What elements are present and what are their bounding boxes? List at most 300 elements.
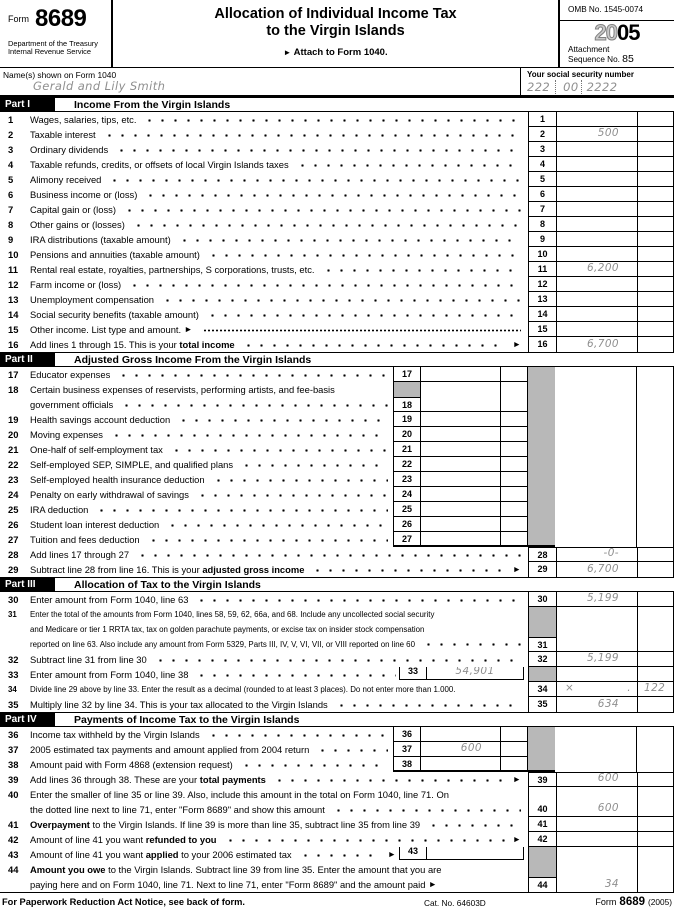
line-24-cents[interactable] <box>500 487 527 502</box>
line-38-box: 38 <box>393 757 420 772</box>
line-9-cents[interactable] <box>637 232 674 247</box>
line-39-cents[interactable] <box>637 772 674 787</box>
label-text: Enter amount from Form 1040, line 38 <box>30 669 189 680</box>
line-1-cents[interactable] <box>637 112 674 127</box>
label-line <box>0 757 391 772</box>
dotted-leaders <box>332 809 521 812</box>
line-38-amount[interactable] <box>420 757 500 772</box>
attach-instruction <box>113 47 558 58</box>
line-row-39 <box>0 772 674 787</box>
line-3-box: 3 <box>528 142 556 157</box>
line-row-41 <box>0 817 674 832</box>
line-3-label <box>0 142 524 157</box>
line-28-amount[interactable] <box>556 547 637 562</box>
line-18-amount[interactable] <box>420 382 500 412</box>
line-41-amount[interactable] <box>556 817 637 832</box>
label-text: IRA deduction <box>30 504 89 515</box>
line-row-6 <box>0 187 674 202</box>
dotted-leaders <box>196 494 388 497</box>
line-16-cents[interactable] <box>637 337 674 352</box>
dotted-leaders <box>166 524 388 527</box>
line-13-box: 13 <box>528 292 556 307</box>
gray-column-cell <box>527 727 555 742</box>
line-37-amount[interactable] <box>420 742 500 757</box>
line-43-amount[interactable] <box>556 847 637 862</box>
line-number: 17 <box>8 369 19 380</box>
part1-rows <box>0 112 674 352</box>
line-number: 1 <box>8 114 14 125</box>
line-22-label <box>0 457 391 472</box>
line-15-cents[interactable] <box>637 322 674 337</box>
line-44-amount[interactable] <box>556 862 637 892</box>
label-text: and Medicare or tier 1 RRTA tax, tax on golden parachute payments, or excise tax on insider stock compensation <box>30 625 425 634</box>
arrow-icon: ► <box>512 774 521 784</box>
name-field[interactable]: Gerald and Lily Smith <box>33 79 166 93</box>
part3-label: Part III <box>0 578 55 591</box>
line-3-amount[interactable] <box>556 142 637 157</box>
line-6-amount[interactable] <box>556 187 637 202</box>
line-20-label <box>0 427 391 442</box>
line-row-10 <box>0 247 674 262</box>
line-26-cents[interactable] <box>500 517 527 532</box>
line-29-box: 29 <box>528 562 556 577</box>
gray-column-cell <box>527 457 555 472</box>
label-line <box>0 307 524 322</box>
line-7-cents[interactable] <box>637 202 674 217</box>
line-8-box: 8 <box>528 217 556 232</box>
amount-value: 5,199 <box>586 652 619 664</box>
line-row-30 <box>0 592 674 607</box>
label-text: Student loan interest deduction <box>30 519 160 530</box>
label-line <box>0 232 524 247</box>
line-28-label <box>0 547 524 562</box>
line-5-box: 5 <box>528 172 556 187</box>
line-31-box: 31 <box>528 637 556 652</box>
part4-header <box>0 712 674 727</box>
line-10-amount[interactable] <box>556 247 637 262</box>
label-line <box>0 367 391 382</box>
line-7-label <box>0 202 524 217</box>
line-2-cents[interactable] <box>637 127 674 142</box>
gray-column-cell <box>527 487 555 502</box>
dotted-leaders <box>161 299 521 302</box>
line-row-24 <box>0 487 674 502</box>
form-footer <box>0 892 674 913</box>
part3-rows <box>0 592 674 712</box>
part4-title: Payments of Income Tax to the Virgin Islands <box>74 713 300 726</box>
line-36-amount[interactable] <box>420 727 500 742</box>
line-21-box: 21 <box>393 442 420 457</box>
line-number: 27 <box>8 534 19 545</box>
line-10-cents[interactable] <box>637 247 674 262</box>
ssn-cell <box>520 68 674 95</box>
line-41-cents[interactable] <box>637 817 674 832</box>
label-text: Farm income or (loss) <box>30 279 122 290</box>
line-number: 24 <box>8 489 19 500</box>
label-text: Subtract line 28 from line 16. This is your adjusted gross income <box>30 564 305 575</box>
line-27-amount[interactable] <box>420 532 500 547</box>
line-22-amount[interactable] <box>420 457 500 472</box>
label-line <box>0 637 524 652</box>
label-text: Alimony received <box>30 174 102 185</box>
spacer-cell <box>555 442 637 457</box>
line-30-amount[interactable] <box>556 592 637 607</box>
label-line <box>0 517 391 532</box>
line-number: 9 <box>8 234 14 245</box>
edge-cell <box>637 517 674 532</box>
line-25-amount[interactable] <box>420 502 500 517</box>
label-text: Ordinary dividends <box>30 144 109 155</box>
part1-label: Part I <box>0 98 55 111</box>
label-line <box>0 457 391 472</box>
label-line <box>0 682 524 697</box>
line-13-amount[interactable] <box>556 292 637 307</box>
line-43-cents[interactable] <box>637 847 674 862</box>
entry-box-value <box>427 847 523 859</box>
line-28-cents[interactable] <box>637 547 674 562</box>
entry-box-value: 54,901 <box>455 667 495 677</box>
line-17-amount[interactable] <box>420 367 500 382</box>
line-row-13 <box>0 292 674 307</box>
line-43-entry-box[interactable] <box>399 847 524 860</box>
line-19-box: 19 <box>393 412 420 427</box>
dotted-leaders <box>103 134 521 137</box>
dotted-fill-line[interactable] <box>203 329 521 332</box>
label-line <box>0 667 524 682</box>
line-number: 26 <box>8 519 19 530</box>
line-14-cents[interactable] <box>637 307 674 322</box>
line-31-amount[interactable] <box>556 607 637 652</box>
line-22-cents[interactable] <box>500 457 527 472</box>
line-16-label <box>0 337 524 352</box>
label-text: Amount paid with Form 4868 (extension request) <box>30 759 233 770</box>
edge-cell <box>637 442 674 457</box>
label-line <box>0 262 524 277</box>
line-number: 15 <box>8 324 19 335</box>
line-25-box: 25 <box>393 502 420 517</box>
dotted-leaders <box>136 554 521 557</box>
dotted-leaders <box>311 569 506 572</box>
line-35-amount[interactable] <box>556 697 637 712</box>
attachment-sequence: Attachment Sequence No. 85 <box>568 45 634 65</box>
label-text: Wages, salaries, tips, etc. <box>30 114 137 125</box>
line-15-amount[interactable] <box>556 322 637 337</box>
line-32-amount[interactable] <box>556 652 637 667</box>
line-number: 6 <box>8 189 14 200</box>
dotted-leaders <box>195 674 396 677</box>
line-33-label <box>0 667 524 682</box>
line-29-label <box>0 562 524 577</box>
label-text: Pensions and annuities (taxable amount) <box>30 249 200 260</box>
label-text: Multiply line 32 by line 34. This is your tax allocated to the Virgin Islands <box>30 699 328 710</box>
line-17-cents[interactable] <box>500 367 527 382</box>
line-38-cents[interactable] <box>500 757 527 772</box>
label-text: One-half of self-employment tax <box>30 444 163 455</box>
line-31-cents[interactable] <box>637 607 674 652</box>
arrow-icon: ► <box>184 324 193 334</box>
line-40-cents[interactable] <box>637 787 674 817</box>
line-27-box: 27 <box>393 532 420 547</box>
line-row-2 <box>0 127 674 142</box>
line-4-cents[interactable] <box>637 157 674 172</box>
dotted-leaders <box>108 179 521 182</box>
tax-year <box>560 21 674 45</box>
dotted-leaders <box>427 824 521 827</box>
label-line <box>0 622 524 637</box>
line-36-cents[interactable] <box>500 727 527 742</box>
line-row-15 <box>0 322 674 337</box>
line-4-amount[interactable] <box>556 157 637 172</box>
line-19-label <box>0 412 391 427</box>
line-15-label <box>0 322 524 337</box>
line-14-amount[interactable] <box>556 307 637 322</box>
part3-header <box>0 577 674 592</box>
part2-header <box>0 352 674 367</box>
label-text: Certain business expenses of reservists, performing artists, and fee-basis <box>30 384 335 395</box>
edge-cell <box>637 412 674 427</box>
line-row-17 <box>0 367 674 382</box>
line-number: 5 <box>8 174 14 185</box>
line-25-label <box>0 502 391 517</box>
part1-header <box>0 97 674 112</box>
line-1-amount[interactable] <box>556 112 637 127</box>
line-number: 16 <box>8 339 19 350</box>
line-34-amount[interactable] <box>556 682 637 697</box>
line-20-amount[interactable] <box>420 427 500 442</box>
gray-cell <box>528 607 556 637</box>
attach-text: Attach to Form 1040. <box>293 47 388 58</box>
line-21-amount[interactable] <box>420 442 500 457</box>
ssn-group-3: 2222 <box>586 80 618 94</box>
line-32-box: 32 <box>528 652 556 667</box>
line-23-label <box>0 472 391 487</box>
ssn-field[interactable] <box>527 80 674 94</box>
edge-cell <box>637 367 674 382</box>
line-14-box: 14 <box>528 307 556 322</box>
line-19-amount[interactable] <box>420 412 500 427</box>
label-text: Divide line 29 above by line 33. Enter the result as a decimal (rounded to at least 3 places). Do not enter more than 1.000. <box>30 685 456 694</box>
label-line <box>0 157 524 172</box>
gray-column-cell <box>527 502 555 517</box>
line-8-cents[interactable] <box>637 217 674 232</box>
label-line <box>0 847 524 862</box>
line-5-cents[interactable] <box>637 172 674 187</box>
line-2-amount[interactable] <box>556 127 637 142</box>
spacer-cell <box>555 487 637 502</box>
line-number: 7 <box>8 204 14 215</box>
part4-label: Part IV <box>0 713 55 726</box>
omb-number: OMB No. 1545-0074 <box>560 0 674 21</box>
label-line <box>0 697 524 712</box>
line-4-box: 4 <box>528 157 556 172</box>
line-number: 43 <box>8 849 19 860</box>
label-line <box>0 292 524 307</box>
line-26-amount[interactable] <box>420 517 500 532</box>
line-5-amount[interactable] <box>556 172 637 187</box>
line-44-label <box>0 862 524 892</box>
line-33-amount[interactable] <box>556 667 637 682</box>
line-row-26 <box>0 517 674 532</box>
label-line <box>0 427 391 442</box>
line-32-cents[interactable] <box>637 652 674 667</box>
dept-irs: Internal Revenue Service <box>8 47 91 57</box>
edge-cell <box>637 472 674 487</box>
gray-column-cell <box>527 367 555 382</box>
line-19-cents[interactable] <box>500 412 527 427</box>
label-text: Social security benefits (taxable amount) <box>30 309 199 320</box>
part4-rows <box>0 727 674 892</box>
amount-value: 6,200 <box>586 262 619 274</box>
line-23-amount[interactable] <box>420 472 500 487</box>
line-6-cents[interactable] <box>637 187 674 202</box>
label-line <box>0 487 391 502</box>
line-20-cents[interactable] <box>500 427 527 442</box>
line-10-box: 10 <box>528 247 556 262</box>
spacer-cell <box>555 742 637 757</box>
line-11-amount[interactable] <box>556 262 637 277</box>
line-21-cents[interactable] <box>500 442 527 457</box>
line-15-box: 15 <box>528 322 556 337</box>
line-31-label <box>0 607 524 652</box>
line-29-cents[interactable] <box>637 562 674 577</box>
line-39-amount[interactable] <box>556 772 637 787</box>
line-34-cents[interactable] <box>637 682 674 697</box>
ssn-group-1: 222 <box>527 80 551 94</box>
line-row-43 <box>0 847 674 862</box>
part2-rows <box>0 367 674 577</box>
line-39-label <box>0 772 524 787</box>
line-37-cents[interactable] <box>500 742 527 757</box>
line-38-label <box>0 757 391 772</box>
line-7-amount[interactable] <box>556 202 637 217</box>
label-line <box>0 547 524 562</box>
line-29-amount[interactable] <box>556 562 637 577</box>
form-header <box>0 0 674 68</box>
dotted-leaders <box>177 419 388 422</box>
line-30-label <box>0 592 524 607</box>
line-35-cents[interactable] <box>637 697 674 712</box>
spacer-cell <box>555 472 637 487</box>
line-row-27 <box>0 532 674 547</box>
line-number: 21 <box>8 444 19 455</box>
label-line <box>0 502 391 517</box>
form-title-block <box>113 0 560 67</box>
amount-value: -0- <box>603 547 619 559</box>
line-27-cents[interactable] <box>500 532 527 547</box>
label-text: Taxable interest <box>30 129 96 140</box>
line-40-amount[interactable] <box>556 787 637 817</box>
label-line <box>0 247 524 262</box>
line-9-amount[interactable] <box>556 232 637 247</box>
label-text: Penalty on early withdrawal of savings <box>30 489 189 500</box>
line-row-9 <box>0 232 674 247</box>
amount-value: 34 <box>604 878 619 890</box>
part2-title: Adjusted Gross Income From the Virgin Islands <box>74 353 312 366</box>
line-42-cents[interactable] <box>637 832 674 847</box>
amount-value: 600 <box>460 742 482 754</box>
line-2-box: 2 <box>528 127 556 142</box>
line-row-37 <box>0 742 674 757</box>
line-30-cents[interactable] <box>637 592 674 607</box>
line-number: 44 <box>8 864 19 875</box>
line-row-22 <box>0 457 674 472</box>
arrow-icon: ► <box>512 834 521 844</box>
line-8-label <box>0 217 524 232</box>
line-12-cents[interactable] <box>637 277 674 292</box>
line-number: 36 <box>8 729 19 740</box>
label-text: 2005 estimated tax payments and amount applied from 2004 return <box>30 744 310 755</box>
gray-column-cell <box>527 427 555 442</box>
label-text: the dotted line next to line 71, enter "Form 8689" and show this amount <box>30 804 325 815</box>
label-line <box>0 172 524 187</box>
line-3-cents[interactable] <box>637 142 674 157</box>
line-24-amount[interactable] <box>420 487 500 502</box>
line-1-box: 1 <box>528 112 556 127</box>
line-row-32 <box>0 652 674 667</box>
line-33-cents[interactable] <box>637 667 674 682</box>
dotted-leaders <box>143 119 521 122</box>
line-17-label <box>0 367 391 382</box>
line-8-amount[interactable] <box>556 217 637 232</box>
line-33-entry-box[interactable] <box>399 667 524 680</box>
line-18-cents[interactable] <box>500 382 527 412</box>
line-row-34 <box>0 682 674 697</box>
label-text: Business income or (loss) <box>30 189 138 200</box>
line-row-18 <box>0 382 674 412</box>
line-13-cents[interactable] <box>637 292 674 307</box>
gray-column-cell <box>527 382 555 412</box>
line-23-cents[interactable] <box>500 472 527 487</box>
label-text: Amount you owe to the Virgin Islands. Subtract line 39 from line 35. Enter the amount that you are <box>30 864 442 875</box>
label-line <box>0 397 391 412</box>
line-row-19 <box>0 412 674 427</box>
line-12-amount[interactable] <box>556 277 637 292</box>
dotted-leaders <box>170 449 388 452</box>
line-number: 13 <box>8 294 19 305</box>
dept-treasury: Department of the Treasury <box>8 39 98 48</box>
omb-year-block <box>560 0 674 67</box>
label-line <box>0 532 391 547</box>
dotted-leaders <box>110 434 388 437</box>
line-42-amount[interactable] <box>556 832 637 847</box>
line-28-box: 28 <box>528 547 556 562</box>
label-text: Income tax withheld by the Virgin Islands <box>30 729 200 740</box>
line-row-36 <box>0 727 674 742</box>
line-17-box: 17 <box>393 367 420 382</box>
gray-column-cell <box>527 532 555 547</box>
form-word: Form <box>8 14 29 24</box>
dotted-leaders <box>316 749 388 752</box>
gray-cell <box>528 847 556 862</box>
line-12-label <box>0 277 524 292</box>
line-34-label <box>0 682 524 697</box>
line-number: 28 <box>8 549 19 560</box>
line-11-cents[interactable] <box>637 262 674 277</box>
line-44-cents[interactable] <box>637 862 674 892</box>
line-16-amount[interactable] <box>556 337 637 352</box>
line-number: 30 <box>8 594 19 605</box>
arrow-icon: ► <box>387 849 396 859</box>
label-text: Add lines 17 through 27 <box>30 549 130 560</box>
dotted-leaders <box>273 779 507 782</box>
part1-title: Income From the Virgin Islands <box>74 98 231 111</box>
edge-cell <box>637 382 674 412</box>
line-5-label <box>0 172 524 187</box>
dotted-leaders <box>206 314 521 317</box>
line-25-cents[interactable] <box>500 502 527 517</box>
paperwork-notice: For Paperwork Reduction Act Notice, see back of form. <box>2 897 245 907</box>
line-1-label <box>0 112 524 127</box>
